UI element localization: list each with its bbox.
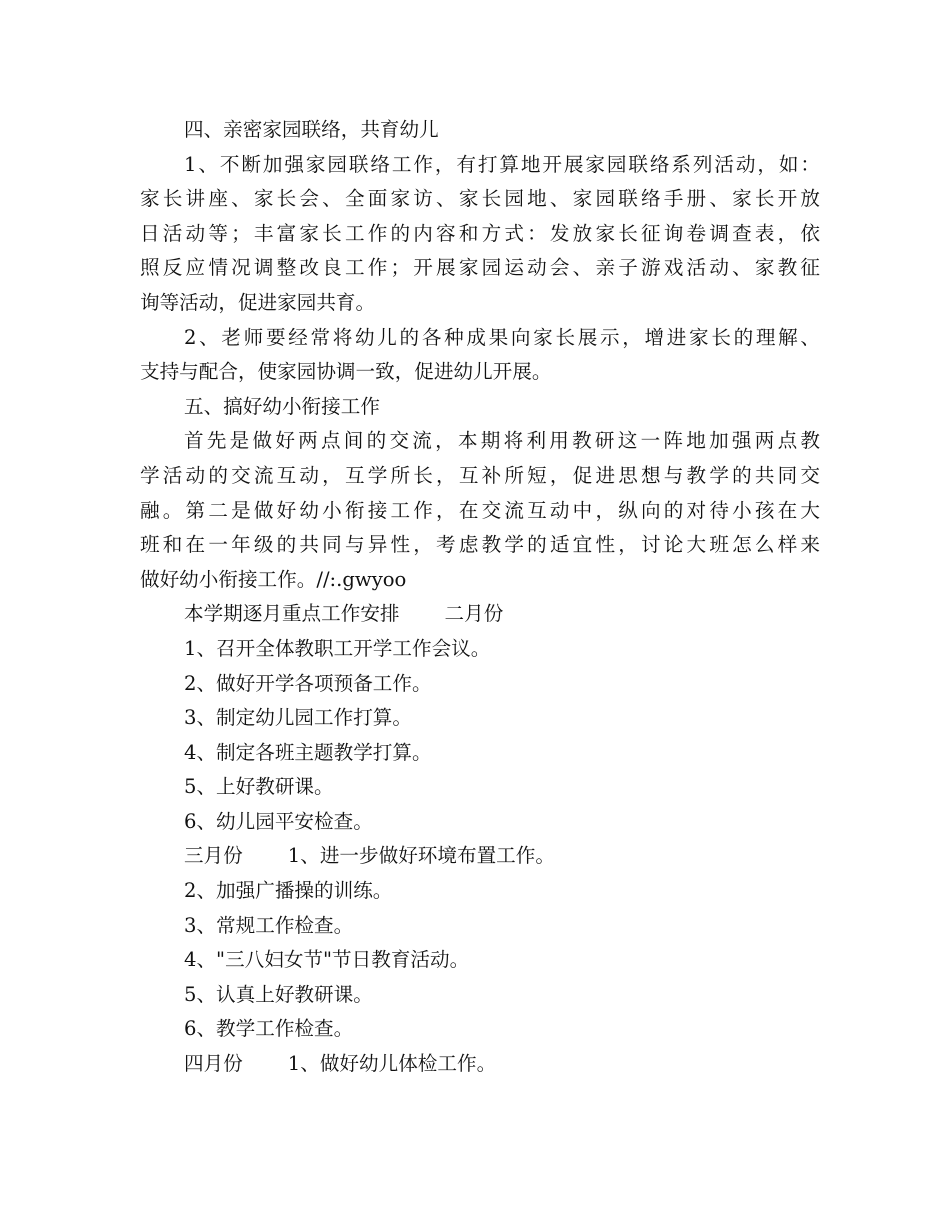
document-body — [140, 113, 820, 1082]
list-item: 1、召开全体教职工开学工作会议。 — [184, 636, 491, 660]
paragraph-line: 融。第二是做好幼小衔接工作，在交流互动中，纵向的对待小孩在大 — [140, 498, 820, 522]
paragraph-line: 支持与配合，使家园协调一致，促进幼儿开展。 — [140, 360, 552, 384]
paragraph-line: 家长讲座、家长会、全面家访、家长园地、家园联络手册、家长开放 — [140, 187, 820, 211]
month-label: 二月份 — [444, 602, 504, 626]
section-heading: 五、搞好幼小衔接工作 — [184, 394, 380, 418]
paragraph-line: 2、老师要经常将幼儿的各种成果向家长展示，增进家长的理解、 — [184, 325, 820, 349]
paragraph-line: 学活动的交流互动，互学所长，互补所短，促进思想与教学的共同交 — [140, 463, 820, 487]
paragraph-line: 询等活动，促进家园共育。 — [140, 290, 376, 314]
list-item: 4、"三八妇女节"节日教育活动。 — [184, 948, 470, 972]
paragraph-line: 首先是做好两点间的交流，本期将利用教研这一阵地加强两点教 — [184, 429, 820, 453]
month-label: 四月份 — [184, 1052, 243, 1076]
list-item: 5、认真上好教研课。 — [184, 982, 373, 1006]
paragraph-line: 1、不断加强家园联络工作，有打算地开展家园联络系列活动，如： — [184, 152, 820, 176]
paragraph-line: 做好幼小衔接工作。//:.gwyoo — [140, 567, 407, 591]
list-item: 2、做好开学各项预备工作。 — [184, 671, 432, 695]
schedule-title: 本学期逐月重点工作安排 — [184, 602, 400, 626]
list-item: 6、教学工作检查。 — [184, 1017, 354, 1041]
section-heading: 四、亲密家园联络，共育幼儿 — [184, 118, 439, 141]
paragraph-line: 日活动等；丰富家长工作的内容和方式：发放家长征询卷调查表，依 — [140, 221, 820, 245]
month-line — [140, 1047, 820, 1082]
month-label: 三月份 — [184, 844, 243, 868]
schedule-heading-line — [140, 597, 820, 632]
list-item: 1、做好幼儿体检工作。 — [287, 1052, 497, 1076]
list-item: 2、加强广播操的训练。 — [184, 879, 393, 903]
paragraph-line: 班和在一年级的共同与异性，考虑教学的适宜性，讨论大班怎么样来 — [140, 533, 820, 557]
list-item: 4、制定各班主题教学打算。 — [184, 740, 432, 764]
month-line — [140, 839, 820, 874]
list-item: 5、上好教研课。 — [184, 775, 334, 799]
list-item: 3、制定幼儿园工作打算。 — [184, 706, 412, 730]
paragraph-line: 照反应情况调整改良工作；开展家园运动会、亲子游戏活动、家教征 — [140, 256, 820, 280]
list-item: 3、常规工作检查。 — [184, 913, 354, 937]
list-item: 1、进一步做好环境布置工作。 — [287, 844, 555, 868]
list-item: 6、幼儿园平安检查。 — [184, 809, 373, 833]
